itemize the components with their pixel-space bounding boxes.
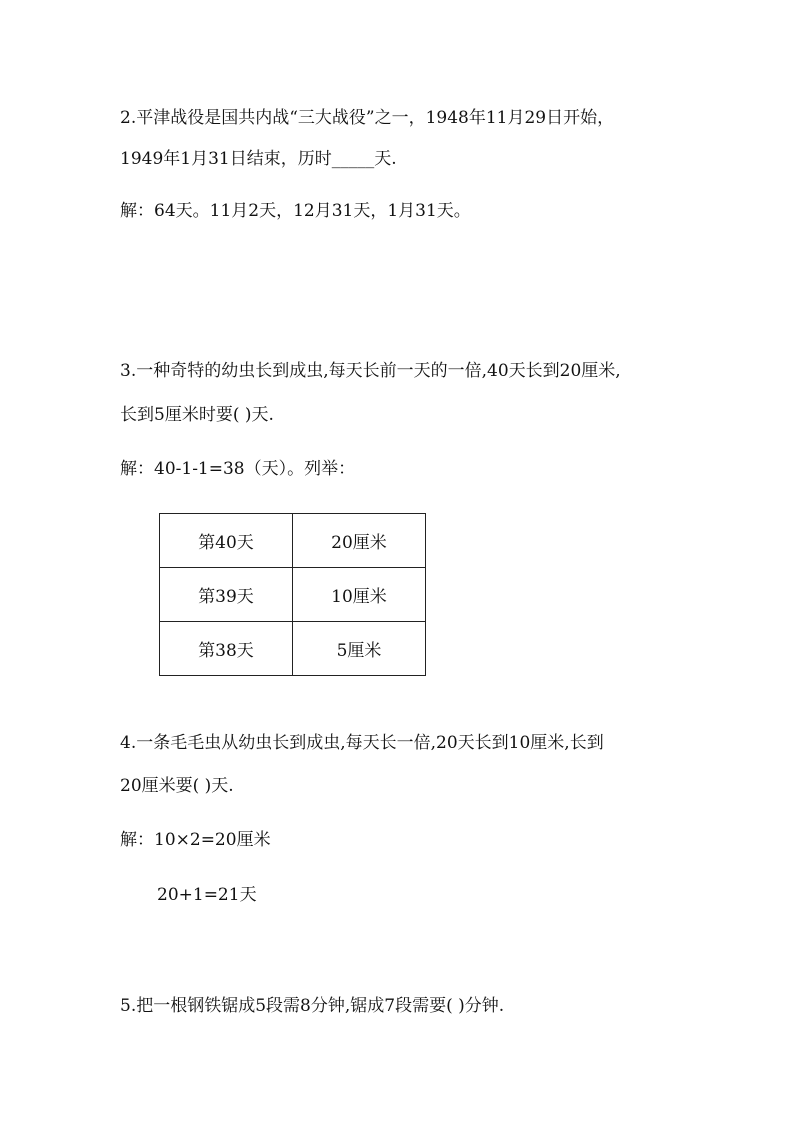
question-5-text-line1: 5.把一根钢铁锯成5段需8分钟,锯成7段需要( )分钟. (120, 996, 505, 1016)
table-row (160, 514, 426, 568)
table-cell-day: 第39天 (160, 568, 293, 622)
question-4-answer-line1: 解：10×2=20厘米 (120, 830, 271, 850)
table-cell-length: 20厘米 (293, 514, 426, 568)
question-3-text-line2: 长到5厘米时要( )天. (120, 405, 274, 425)
question-2-text-line2: 1949年1月31日结束，历时_____天. (120, 149, 397, 169)
question-3-text-line1: 3.一种奇特的幼虫长到成虫,每天长前一天的一倍,40天长到20厘米, (120, 361, 621, 381)
table-cell-day: 第40天 (160, 514, 293, 568)
table-cell-day: 第38天 (160, 622, 293, 676)
table-cell-length: 10厘米 (293, 568, 426, 622)
question-4-text-line1: 4.一条毛毛虫从幼虫长到成虫,每天长一倍,20天长到10厘米,长到 (120, 733, 604, 753)
table-row (160, 568, 426, 622)
table-row (160, 622, 426, 676)
question-2-text-line1: 2.平津战役是国共内战“三大战役”之一，1948年11月29日开始， (120, 108, 615, 128)
question-4-text-line2: 20厘米要( )天. (120, 776, 234, 796)
growth-table (159, 513, 426, 676)
table-cell-length: 5厘米 (293, 622, 426, 676)
question-4-answer-line2: 20+1=21天 (157, 885, 257, 905)
question-3-answer: 解：40-1-1=38（天）。列举： (120, 459, 356, 479)
question-2-answer: 解：64天。11月2天，12月31天，1月31天。 (120, 201, 471, 221)
